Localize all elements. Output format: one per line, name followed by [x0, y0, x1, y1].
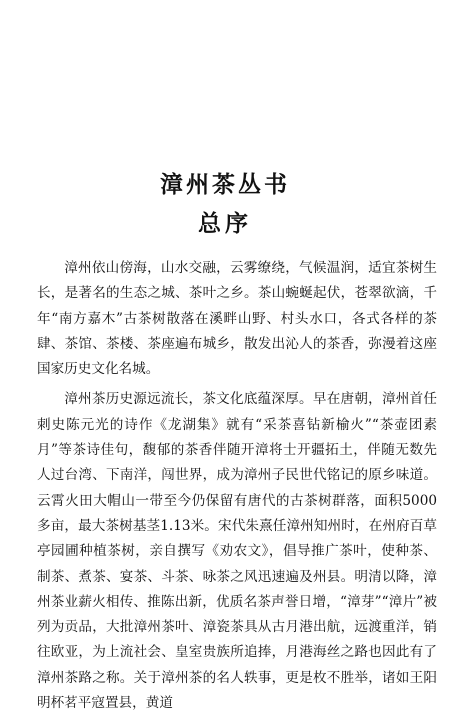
paragraph: 漳州茶历史源远流长，茶文化底蕴深厚。早在唐朝，漳州首任刺史陈元光的诗作《龙湖集》就有“采茶喜钻新榆火”“茶壶团素月”等茶诗佳句，馥郁的茶香伴随开漳将士开疆拓土，伴随无数先人过台湾、下南洋，闯世界，成为漳州子民世代铭记的原乡味道。云霄火田大帽山一带至今仍保留有唐代的古茶树群落，面积5000多亩，最大茶树基茎1.13米。宋代朱熹任漳州知州时，在州府百草亭园圃种植茶树，亲自撰写《劝农文》，倡导推广茶叶，使种茶、制茶、煮茶、宴茶、斗茶、咏茶之风迅速遍及州县。明清以降，漳州茶业薪火相传、推陈出新，优质名茶声誉日增，“漳芽”“漳片”被列为贡品，大批漳州茶叶、漳瓷茶具从古月港出航，远渡重洋，销往欧亚，为上流社会、皇室贵族所追捧，月港海丝之路也因此有了漳州茶路之称。关于漳州茶的名人轶事，更是枚不胜举，诸如王阳明杯茗平寇置县，黄道 — [37, 391, 437, 712]
section-title: 总序 — [198, 210, 252, 237]
series-title: 漳州茶丛书 — [160, 171, 290, 198]
paragraph: 漳州依山傍海，山水交融，云雾缭绕，气候温润，适宜茶树生长，是著名的生态之城、茶叶之乡。茶山蜿蜒起伏，苍翠欲滴，千年“南方嘉木”古茶树散落在溪畔山野、村头水口，各式各样的茶肆、茶馆、茶楼、茶座遍布城乡，散发出沁人的茶香，弥漫着这座国家历史文化名城。 — [37, 260, 437, 378]
body-text — [37, 256, 437, 721]
